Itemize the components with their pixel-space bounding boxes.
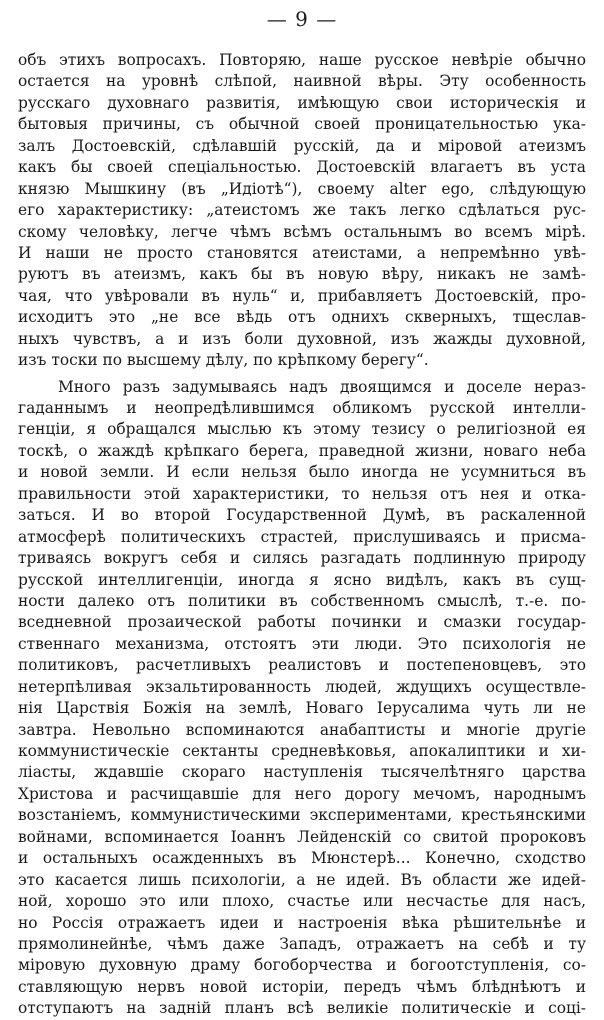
text-line: ности далеко отъ политики въ собственномъ смыслѣ, т.-е. по- [18, 591, 586, 610]
text-line: атмосферѣ политическихъ страстей, прислушиваясь и присма- [18, 527, 586, 546]
text-line: исходитъ это „не все вѣдь отъ однихъ скверныхъ, тщеслав- [18, 308, 586, 327]
text-line: отступаютъ на задній планъ всѣ великіе политическіе и соці- [18, 999, 586, 1018]
text-line: политиковъ, расчетливыхъ реалистовъ и постепеновцевъ, это [18, 656, 586, 675]
text-line: ной, хорошо это или плохо, счастье или несчастье для насъ, [18, 892, 586, 911]
text-line: коммунистическіе сектанты средневѣковья, апокалиптики и хи- [18, 742, 586, 760]
text-line: нетерпѣливая экзальтированность людей, ждущихъ осуществле- [18, 677, 586, 696]
text-line: объ этихъ вопросахъ. Повторяю, наше русское невѣріе обычно [18, 51, 586, 69]
text-line: но Россія отражаетъ идеи и настроенія вѣка рѣшительнѣе и [18, 913, 586, 932]
text-line: залъ Достоевскій, сдѣлавшій русскій, да и міровой атеизмъ [18, 136, 586, 155]
text-line: изъ тоски по высшему дѣлу, по крѣпкому берегу“. [18, 351, 429, 370]
body-text [18, 50, 586, 1020]
text-line: заться. И во второй Государственной Думѣ, въ раскаленной [18, 506, 586, 525]
text-line: ственнаго механизма, отстоятъ эти люди. Это психологія не [18, 634, 586, 653]
text-line: князю Мышкину (въ „Идіотѣ“), своему alter ego, слѣдующую [18, 179, 586, 198]
text-line: завтра. Невольно вспоминаются анабаптисты и многіе другіе [18, 720, 586, 739]
text-line: русской интеллигенціи, иногда я ясно видѣлъ, какъ въ сущ- [18, 570, 586, 589]
text-line: прямолинейнѣе, чѣмъ даже Западъ, отражаетъ на себѣ и ту [18, 934, 586, 953]
text-line: міровую духовную драму богоборчества и богоотступленія, со- [18, 956, 586, 975]
text-line: нія Царствія Божія на землѣ, Новаго Іерусалима чуть ли не [18, 699, 586, 718]
text-line: это касается лишь психологіи, а не идей. Въ области же идей- [18, 870, 586, 889]
text-line: И наши не просто становятся атеистами, а непремѣнно увѣ- [18, 243, 586, 262]
text-line: и остальныхъ осажденныхъ въ Мюнстерѣ... Конечно, сходство [18, 849, 586, 868]
text-line: какъ бы своей спеціальностью. Достоевскій влагаетъ въ уста [18, 158, 586, 177]
text-line: руютъ въ атеизмъ, какъ бы въ новую вѣру, никакъ не замѣ- [18, 265, 586, 284]
text-line: тоскѣ, о жаждѣ крѣпкаго берега, праведной жизни, новаго неба [18, 441, 586, 460]
text-line: вседневной прозаической работы починки и смазки государ- [18, 613, 586, 632]
text-line: и новой земли. И если нельзя было иногда не усумниться въ [18, 463, 586, 482]
text-line: войнами, вспоминается Іоаннъ Лейденскій со свитой пророковъ [18, 827, 586, 846]
text-line: ныхъ чувствъ, а и изъ боли духовной, изъ жажды духовной, [18, 329, 586, 348]
text-line: правильности этой характеристики, то нельзя отъ нея и отка- [18, 484, 586, 503]
page-number: — 9 — [266, 7, 338, 31]
paragraph-2 [18, 377, 586, 1020]
text-line: чая, что увѣровали въ нуль“ и, прибавляетъ Достоевскій, про- [18, 286, 586, 305]
text-line: скому человѣку, легче чѣмъ всѣмъ остальнымъ во всемъ мірѣ. [18, 222, 586, 241]
text-line: остается на уровнѣ слѣпой, наивной вѣры. Эту особенность [18, 72, 586, 91]
text-line: его характеристику: „атеистомъ же такъ легко сдѣлаться рус- [18, 201, 586, 220]
text-line: русскаго духовнаго развитія, имѣющую свои историческія и [18, 93, 586, 112]
text-line: бытовыя причины, съ обычной своей проницательностью ука- [18, 115, 586, 134]
text-line: Много разъ задумываясь надъ двоящимся и доселе нераз- [58, 377, 586, 396]
document-page [18, 0, 586, 1018]
text-line: гаданнымъ и неопредѣлившимся обликомъ русской интелли- [18, 399, 586, 417]
text-line: генціи, я обращался мыслью къ этому тезису о религіозной ея [18, 420, 586, 439]
text-line: возстаніемъ, коммунистическими экспериментами, крестьянскими [18, 806, 586, 825]
paragraph-1 [18, 50, 586, 372]
text-line: ставляющую нервъ новой исторіи, передъ чѣмъ блѣднѣютъ и [18, 977, 586, 996]
text-line: триваясь вокругъ себя и силясь разгадать подлинную природу [18, 549, 586, 568]
text-line: ліасты, ждавшіе скораго наступленія тысячелѣтняго царства [18, 763, 586, 782]
text-line: Христова и расчищавшіе для него дорогу мечомъ, народнымъ [18, 784, 586, 803]
